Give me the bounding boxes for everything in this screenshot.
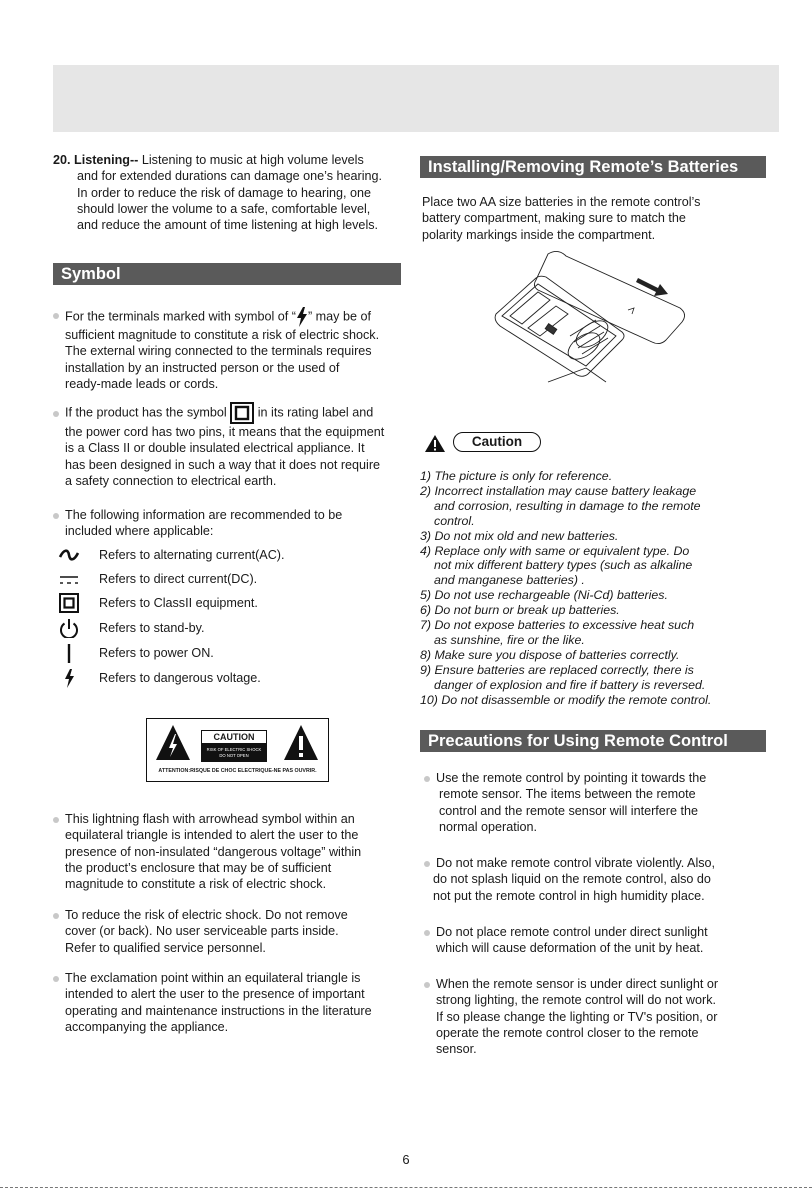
bullet-dot-icon <box>53 976 59 982</box>
list-item: Refers to power ON. <box>53 643 393 665</box>
list-item: 5) Do not use rechargeable (Ni-Cd) batteries. <box>420 588 668 603</box>
precaution-sensor: When the remote sensor is under direct sunlight or strong lighting, the remote control will do not work. If so please change the lighting or TV's position, or operate the remote control closer to the remote sensor. <box>424 976 768 1057</box>
standby-icon <box>57 618 81 638</box>
bullet-dot-icon <box>424 930 430 936</box>
list-item: Refers to alternating current(AC). <box>53 545 393 567</box>
symbol-bullet-info: The following information are recommended to be included where applicable: <box>53 507 405 540</box>
caution-warning-box: RISK OF ELECTRIC SHOCK DO NOT OPEN <box>201 744 267 762</box>
list-item: 2) Incorrect installation may cause battery leakage and corrosion, resulting in damage to the remote control. <box>420 483 701 528</box>
lightning-icon <box>296 307 308 327</box>
list-item: 9) Ensure batteries are replaced correctly, there is danger of explosion and fire if battery is reversed. <box>420 662 706 692</box>
power-on-icon <box>57 643 81 663</box>
remote-battery-illustration <box>488 250 688 390</box>
exclamation-triangle-icon <box>283 724 319 761</box>
caution-title: CAUTION <box>201 730 267 744</box>
list-item: 10) Do not disassemble or modify the remote control. <box>420 692 712 707</box>
header-bar <box>53 65 779 132</box>
exclamation-explanation: The exclamation point within an equilateral triangle is intended to alert the user to the presence of important operating and maintenance instructions in the literature accompanying the appliance. <box>53 970 405 1035</box>
list-item: Refers to direct current(DC). <box>53 569 393 591</box>
precautions-heading: Precautions for Using Remote Control <box>420 730 766 752</box>
page-number: 6 <box>402 1152 410 1167</box>
list-item: 8) Make sure you dispose of batteries correctly. <box>420 647 680 662</box>
symbol-list <box>53 545 405 695</box>
list-item: 7) Do not expose batteries to excessive heat such as sunshine, fire or the like. <box>420 618 695 647</box>
symbol-bullet-class-ii: If the product has the symbol in its rating label and the power cord has two pins, it means that the equipment is a Class II or double insulated electrical appliance. It has been designed in such a way that it does not require a safety connection to electrical earth. <box>53 402 413 489</box>
bullet-dot-icon <box>53 913 59 919</box>
dc-current-icon <box>57 569 81 589</box>
footer-divider <box>0 1187 812 1188</box>
precaution-pointing: Use the remote control by pointing it towards the remote sensor. The items between the remote control and the remote sensor will interfere the normal operation. <box>424 770 764 835</box>
install-text: Place two AA size batteries in the remote control’s battery compartment, making sure to match the polarity markings inside the compartment. <box>422 195 701 242</box>
caution-badge: Caution <box>453 432 541 452</box>
list-item: 4) Replace only with same or equivalent type. Do not mix different battery types (such as alkaline and manganese batteries) . <box>420 543 693 588</box>
install-heading: Installing/Removing Remote’s Batteries <box>420 156 766 178</box>
bullet-dot-icon <box>53 313 59 319</box>
list-item: Refers to stand-by. <box>53 618 393 640</box>
warning-triangle-icon <box>424 434 446 453</box>
ac-wave-icon <box>57 545 81 565</box>
bullet-dot-icon <box>53 411 59 417</box>
symbol-heading: Symbol <box>53 263 401 285</box>
list-item: 1) The picture is only for reference. <box>420 469 613 483</box>
lightning-icon <box>57 668 81 688</box>
bullet-dot-icon <box>424 982 430 988</box>
bullet-dot-icon <box>53 513 59 519</box>
class-ii-icon <box>230 402 254 424</box>
lightning-explanation: This lightning flash with arrowhead symbol within an equilateral triangle is intended to alert the user to the presence of non-insulated “dangerous voltage” within the product’s enclosure that may be of sufficient magnitude to constitute a risk of electric shock. <box>53 811 405 892</box>
list-item: 6) Do not burn or break up batteries. <box>420 603 620 618</box>
caution-label <box>146 718 329 782</box>
list-item: Refers to ClassII equipment. <box>53 593 393 615</box>
bullet-dot-icon <box>424 861 430 867</box>
lightning-triangle-icon <box>155 724 191 761</box>
listening-section: 20. Listening-- Listening to music at high volume levels and for extended durations can damage one’s hearing. In order to reduce the risk of damage to hearing, one should lower the volume to a safe, comfortable level, and reduce the amount of time listening at high levels. <box>53 153 383 233</box>
listening-title: 20. Listening-- <box>53 153 139 167</box>
caution-attention: ATTENTION:RISQUE DE CHOC ELECTRIQUE-NE PAS OUVRIR. <box>158 768 317 774</box>
symbol-bullet-terminals: For the terminals marked with symbol of “ ” may be of sufficient magnitude to constitute a risk of electric shock. The external wiring connected to the terminals requires installation by an instructed person or the used of ready-made leads or cords. <box>53 307 405 392</box>
class-ii-icon <box>57 593 81 613</box>
precaution-sunlight: Do not place remote control under direct sunlight which will cause deformation of the unit by heat. <box>424 924 764 957</box>
bullet-dot-icon <box>53 817 59 823</box>
reduce-risk: To reduce the risk of electric shock. Do not remove cover (or back). No user serviceable parts inside. Refer to qualified service personnel. <box>53 907 405 956</box>
bullet-dot-icon <box>424 776 430 782</box>
precaution-vibrate: Do not make remote control vibrate violently. Also, do not splash liquid on the remote control, also do not put the remote control in high humidity place. <box>424 855 764 904</box>
list-item: Refers to dangerous voltage. <box>53 668 393 690</box>
caution-list <box>420 469 766 708</box>
list-item: 3) Do not mix old and new batteries. <box>420 528 619 543</box>
